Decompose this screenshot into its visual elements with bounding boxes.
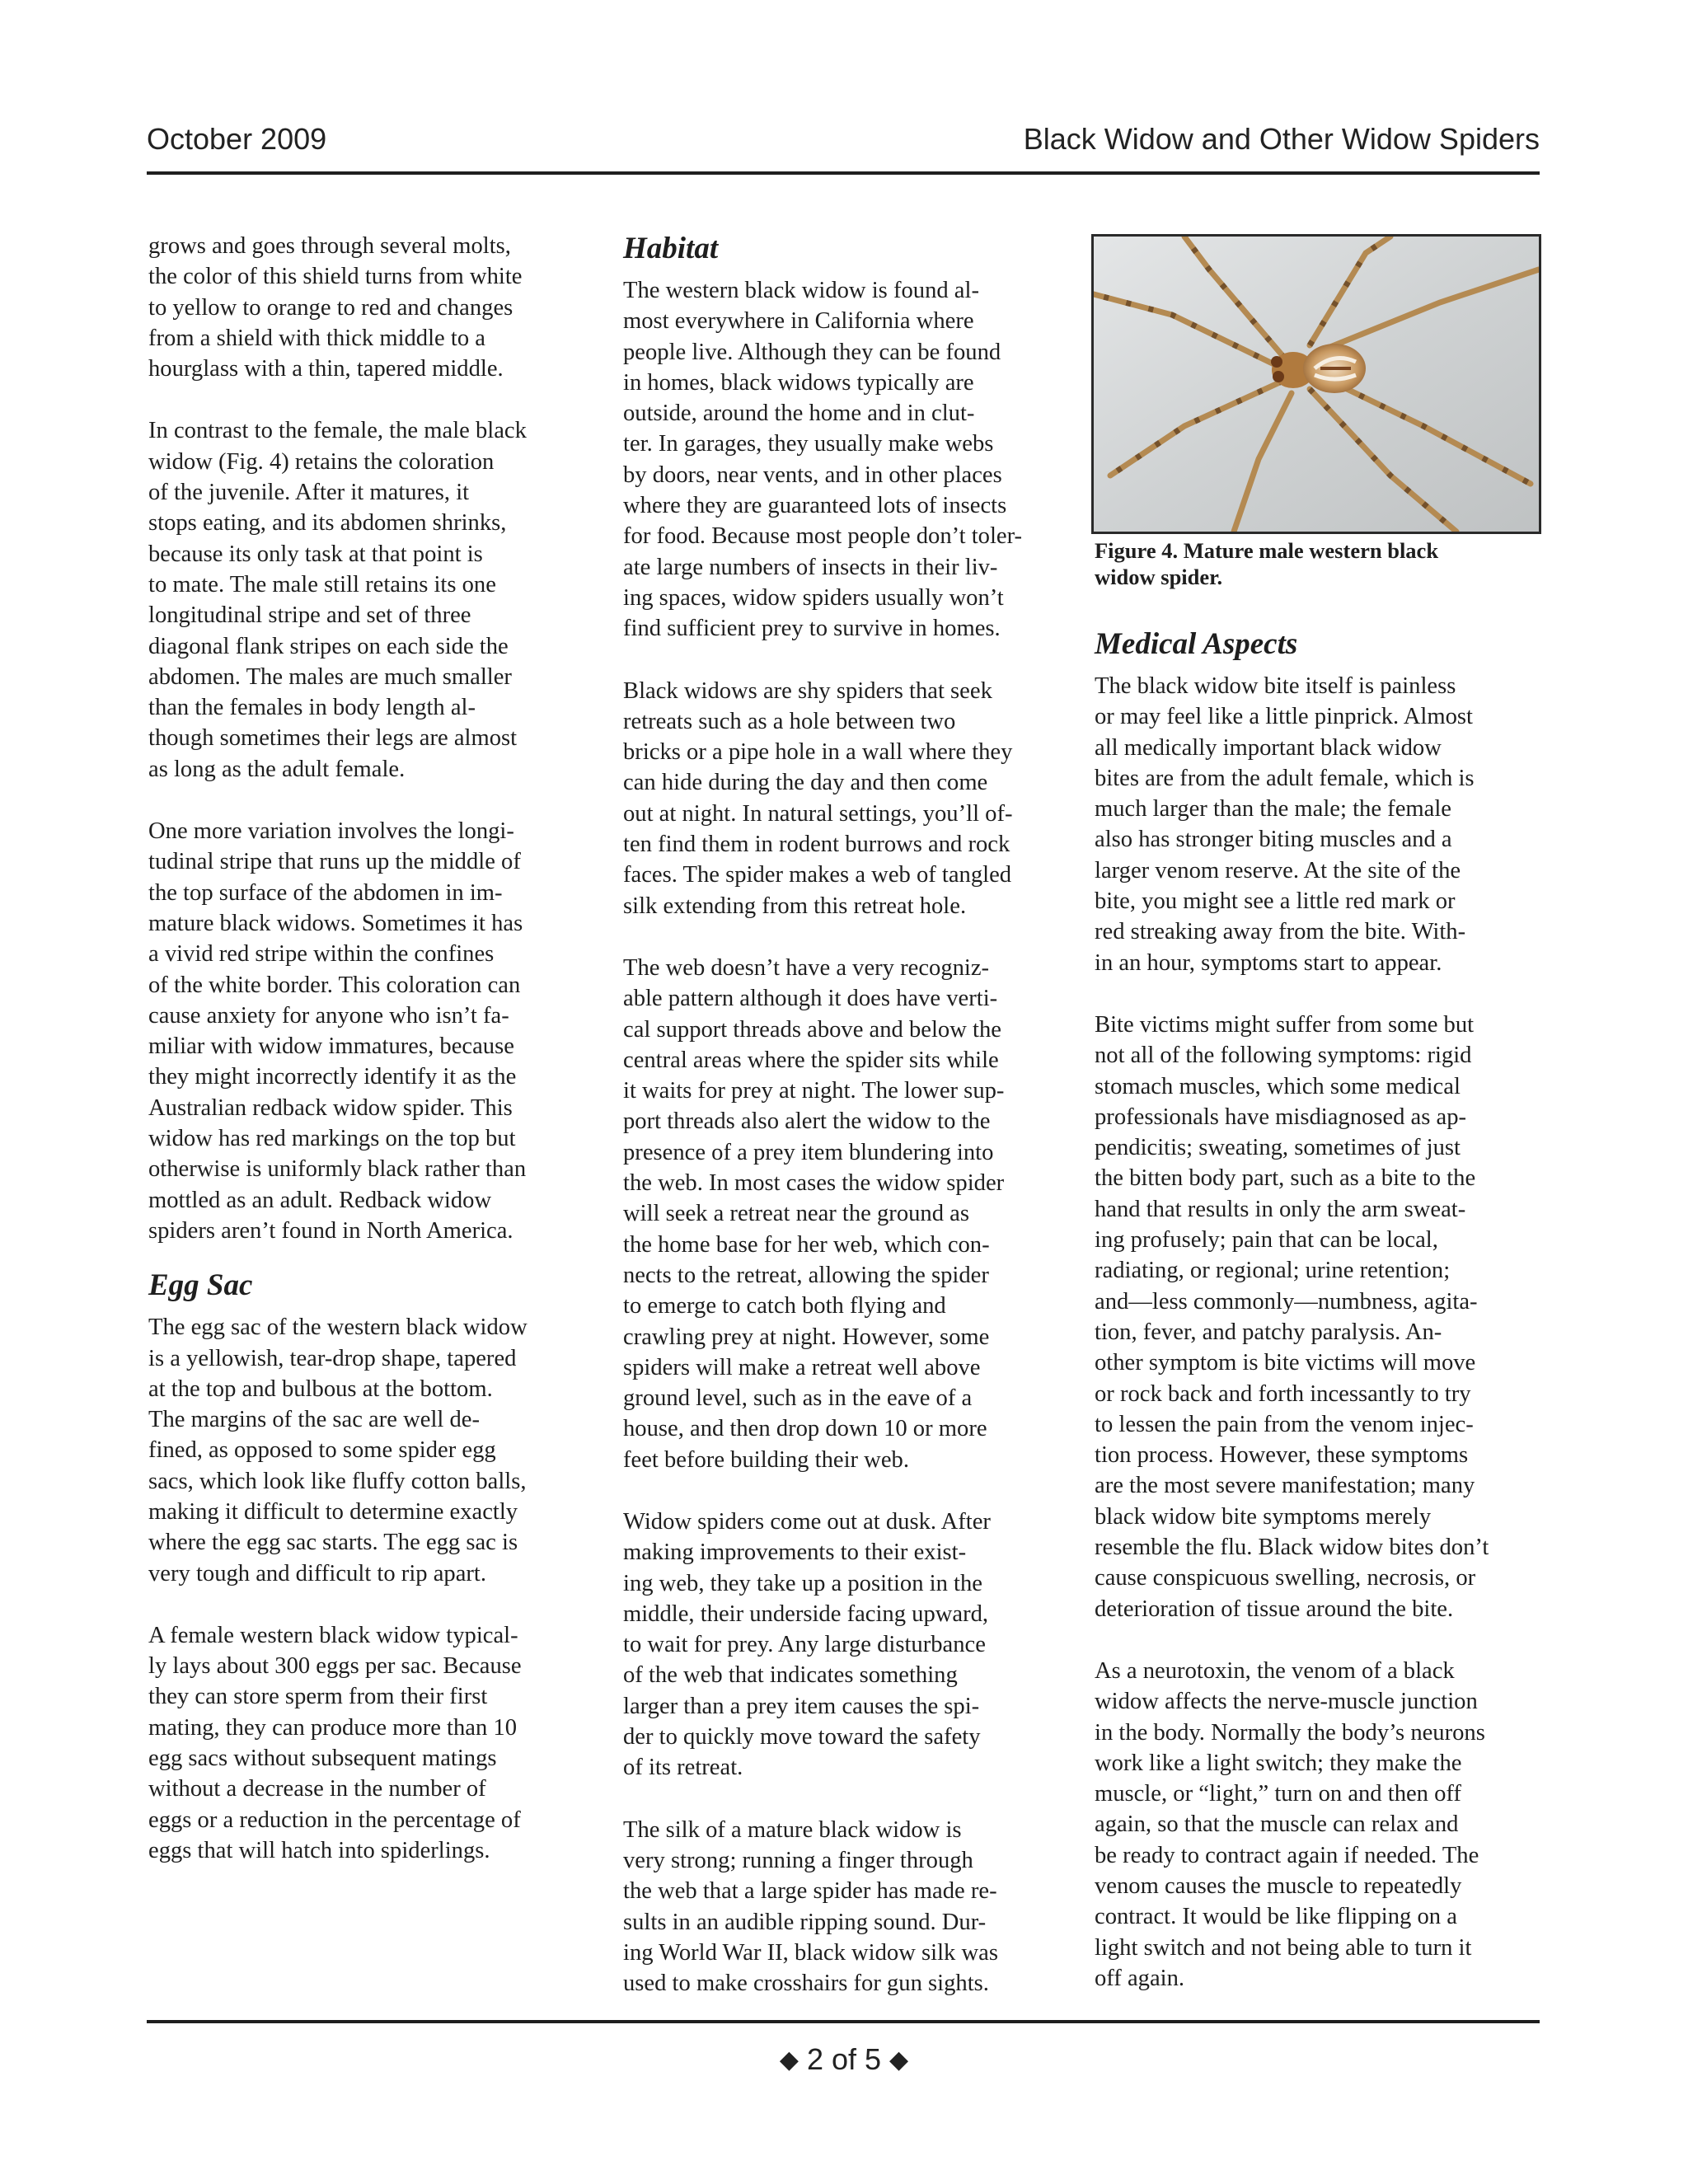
paragraph <box>623 953 1072 1475</box>
header-rule <box>147 171 1540 175</box>
text-line: Figure 4. Mature male western black <box>1095 538 1439 563</box>
text-line: resemble the flu. Black widow bites don’t <box>1095 1535 1489 1561</box>
text-line: also has stronger biting muscles and a <box>1095 827 1452 853</box>
text-line: bites are from the adult female, which is <box>1095 765 1475 791</box>
text-line: The black widow bite itself is painless <box>1095 673 1456 699</box>
text-line: making it difficult to determine exactly <box>148 1498 518 1525</box>
text-line: red streaking away from the bite. With- <box>1095 919 1466 945</box>
paragraph <box>1095 671 1546 978</box>
page-number: 2 of 5 <box>806 2042 882 2076</box>
text-line: at the top and bulbous at the bottom. <box>148 1376 493 1402</box>
text-line: very tough and difficult to rip apart. <box>148 1560 487 1586</box>
text-line: sacs, which look like fluffy cotton balls, <box>148 1468 527 1494</box>
text-line: house, and then drop down 10 or more <box>623 1416 987 1442</box>
text-line: to lessen the pain from the venom injec- <box>1095 1411 1474 1437</box>
text-line: can hide during the day and then come <box>623 770 988 796</box>
text-line: in the body. Normally the body’s neurons <box>1095 1719 1485 1746</box>
text-line: miliar with widow immatures, because <box>148 1033 514 1060</box>
text-line: where they are guaranteed lots of insects <box>623 493 1007 519</box>
text-line: The silk of a mature black widow is <box>623 1816 962 1843</box>
column-3 <box>1095 626 1546 2025</box>
text-line: spiders aren’t found in North America. <box>148 1217 513 1244</box>
text-line: in an hour, symptoms start to appear. <box>1095 949 1442 976</box>
text-line: cause conspicuous swelling, necrosis, or <box>1095 1565 1476 1591</box>
text-line: of the web that indicates something <box>623 1662 958 1689</box>
text-line: larger venom reserve. At the site of the <box>1095 857 1461 883</box>
page-footer <box>0 2042 1688 2077</box>
text-line: hourglass with a thin, tapered middle. <box>148 356 504 382</box>
paragraph <box>623 1507 1072 1783</box>
text-line: venom causes the muscle to repeatedly <box>1095 1872 1462 1899</box>
paragraph <box>623 676 1072 921</box>
text-line: pendicitis; sweating, sometimes of just <box>1095 1135 1461 1161</box>
text-line: Widow spiders come out at dusk. After <box>623 1508 991 1535</box>
text-line: abdomen. The males are much smaller <box>148 663 512 690</box>
text-line: making improvements to their exist- <box>623 1540 967 1566</box>
text-line: the top surface of the abdomen in im- <box>148 879 503 906</box>
text-line: without a decrease in the number of <box>148 1776 486 1802</box>
text-line: of the white border. This coloration can <box>148 972 521 998</box>
text-line: cause anxiety for anyone who isn’t fa- <box>148 1002 509 1029</box>
text-line: As a neurotoxin, the venom of a black <box>1095 1657 1455 1684</box>
paragraph <box>148 1620 598 1866</box>
text-line: the home base for her web, which con- <box>623 1231 990 1258</box>
text-line: widow has red markings on the top but <box>148 1126 516 1152</box>
section-heading-medical-aspects: Medical Aspects <box>1095 627 1298 661</box>
text-line: eggs that will hatch into spiderlings. <box>148 1837 490 1863</box>
text-line: radiating, or regional; urine retention; <box>1095 1258 1451 1284</box>
text-line: stomach muscles, which some medical <box>1095 1073 1461 1099</box>
text-line: widow affects the nerve-muscle junction <box>1095 1689 1478 1715</box>
text-line: all medically important black widow <box>1095 734 1442 761</box>
text-line: to wait for prey. Any large disturbance <box>623 1632 986 1658</box>
text-line: presence of a prey item blundering into <box>623 1139 994 1165</box>
text-line: nects to the retreat, allowing the spider <box>623 1262 989 1288</box>
text-line: the bitten body part, such as a bite to the <box>1095 1165 1476 1192</box>
text-line: used to make crosshairs for gun sights. <box>623 1971 989 1997</box>
text-line: ing World War II, black widow silk was <box>623 1939 998 1966</box>
text-line: very strong; running a finger through <box>623 1847 973 1873</box>
text-line: faces. The spider makes a web of tangled <box>623 862 1012 888</box>
text-line: der to quickly move toward the safety <box>623 1724 981 1750</box>
header-title: Black Widow and Other Widow Spiders <box>1023 122 1540 156</box>
text-line: to mate. The male still retains its one <box>148 571 496 598</box>
text-line: cal support threads above and below the <box>623 1016 1001 1043</box>
text-line: contract. It would be like flipping on a <box>1095 1904 1457 1930</box>
text-line: Bite victims might suffer from some but <box>1095 1011 1475 1038</box>
text-line: diagonal flank stripes on each side the <box>148 633 509 659</box>
text-line: by doors, near vents, and in other places <box>623 462 1002 488</box>
text-line: The margins of the sac are well de- <box>148 1407 481 1433</box>
text-line: to emerge to catch both flying and <box>623 1293 946 1319</box>
text-line: not all of the following symptoms: rigid <box>1095 1043 1472 1069</box>
text-line: ly lays about 300 eggs per sac. Because <box>148 1653 522 1680</box>
text-line: ground level, such as in the eave of a <box>623 1385 973 1412</box>
text-line: ter. In garages, they usually make webs <box>623 431 994 457</box>
text-line: or rock back and forth incessantly to try <box>1095 1380 1471 1407</box>
text-line: or may feel like a little pinprick. Almost <box>1095 704 1473 730</box>
footer-rule <box>147 2020 1540 2023</box>
text-line: out at night. In natural settings, you’ll of- <box>623 800 1013 827</box>
text-line: is a yellowish, tear-drop shape, tapered <box>148 1345 517 1371</box>
text-line: ing profusely; pain that can be local, <box>1095 1227 1438 1254</box>
text-line: The egg sac of the western black widow <box>148 1315 528 1341</box>
text-line: central areas where the spider sits while <box>623 1047 999 1073</box>
text-line: retreats such as a hole between two <box>623 708 956 734</box>
text-line: able pattern although it does have verti- <box>623 986 998 1012</box>
text-line: fined, as opposed to some spider egg <box>148 1437 496 1464</box>
text-line: Black widows are shy spiders that seek <box>623 677 992 704</box>
section-heading-egg-sac: Egg Sac <box>148 1268 253 1303</box>
text-line: because its only task at that point is <box>148 541 483 567</box>
text-line: spiders will make a retreat well above <box>623 1354 981 1380</box>
text-line: longitudinal stripe and set of three <box>148 602 471 629</box>
text-line: bricks or a pipe hole in a wall where they <box>623 739 1013 766</box>
text-line: a vivid red stripe within the confines <box>148 941 495 968</box>
figure-male-black-widow-photo <box>1091 234 1541 534</box>
text-line: the color of this shield turns from white <box>148 264 523 290</box>
text-line: bite, you might see a little red mark or <box>1095 888 1456 915</box>
text-line: are the most severe manifestation; many <box>1095 1473 1475 1499</box>
paragraph <box>623 1815 1072 1999</box>
text-line: feet before building their web. <box>623 1446 909 1473</box>
text-line: most everywhere in California where <box>623 308 974 335</box>
text-line: hand that results in only the arm sweat- <box>1095 1196 1466 1222</box>
text-line: professionals have misdiagnosed as ap- <box>1095 1104 1467 1130</box>
text-line: The web doesn’t have a very recogniz- <box>623 954 990 981</box>
text-line: stops eating, and its abdomen shrinks, <box>148 510 507 537</box>
text-line: mottled as an adult. Redback widow <box>148 1187 492 1213</box>
text-line: mature black widows. Sometimes it has <box>148 910 523 936</box>
text-line: mating, they can produce more than 10 <box>148 1714 518 1741</box>
text-line: and—less commonly—numbness, agita- <box>1095 1288 1478 1315</box>
paragraph <box>1095 1010 1546 1624</box>
text-line: crawling prey at night. However, some <box>623 1324 990 1350</box>
text-line: though sometimes their legs are almost <box>148 725 518 752</box>
text-line: much larger than the male; the female <box>1095 796 1451 823</box>
text-line: where the egg sac starts. The egg sac is <box>148 1530 518 1556</box>
text-line: The western black widow is found al- <box>623 278 979 303</box>
text-line: from a shield with thick middle to a <box>148 325 485 351</box>
column-2 <box>623 231 1072 2030</box>
text-line: widow (Fig. 4) retains the coloration <box>148 448 495 475</box>
text-line: tion, fever, and patchy paralysis. An- <box>1095 1319 1442 1345</box>
text-line: eggs or a reduction in the percentage of <box>148 1807 521 1833</box>
text-line: A female western black widow typical- <box>148 1622 518 1648</box>
text-line: of the juvenile. After it matures, it <box>148 480 470 506</box>
text-line: otherwise is uniformly black rather than <box>148 1156 527 1183</box>
text-line: sults in an audible ripping sound. Dur- <box>623 1909 987 1935</box>
text-line: the web that a large spider has made re- <box>623 1878 997 1905</box>
text-line: ate large numbers of insects in their liv- <box>623 554 998 580</box>
running-header <box>147 122 1540 158</box>
text-line: to yellow to orange to red and changes <box>148 294 513 321</box>
text-line: deterioration of tissue around the bite. <box>1095 1596 1454 1622</box>
paragraph <box>148 816 598 1246</box>
text-line: they might incorrectly identify it as the <box>148 1064 517 1090</box>
text-line: they can store sperm from their first <box>148 1684 488 1710</box>
text-line: widow spider. <box>1095 565 1223 589</box>
text-line: egg sacs without subsequent matings <box>148 1746 497 1772</box>
diamond-arrow-icon: ◆ <box>779 2046 799 2074</box>
paragraph <box>148 231 598 384</box>
paragraph <box>623 275 1072 644</box>
section-heading-habitat: Habitat <box>623 232 719 265</box>
text-line: tion process. However, these symptoms <box>1095 1442 1469 1469</box>
text-line: in homes, black widows typically are <box>623 369 974 396</box>
text-line: silk extending from this retreat hole. <box>623 893 967 919</box>
paragraph <box>148 415 598 785</box>
text-line: black widow bite symptoms merely <box>1095 1503 1432 1530</box>
text-line: grows and goes through several molts, <box>148 233 511 259</box>
text-line: outside, around the home and in clut- <box>623 401 975 427</box>
text-line: ing web, they take up a position in the <box>623 1570 982 1596</box>
text-line: light switch and not being able to turn it <box>1095 1934 1472 1961</box>
text-line: than the females in body length al- <box>148 695 476 721</box>
text-line: for food. Because most people don’t toler- <box>623 523 1023 550</box>
text-line: the web. In most cases the widow spider <box>623 1170 1005 1197</box>
text-line: ing spaces, widow spiders usually won’t <box>623 584 1004 611</box>
text-line: In contrast to the female, the male black <box>148 418 527 444</box>
text-line: will seek a retreat near the ground as <box>623 1201 969 1227</box>
text-line: port threads also alert the widow to the <box>623 1108 991 1135</box>
text-line: it waits for prey at night. The lower sup- <box>623 1078 1005 1104</box>
text-line: work like a light switch; they make the <box>1095 1750 1462 1776</box>
text-line: middle, their underside facing upward, <box>623 1601 989 1627</box>
paragraph <box>1095 1656 1546 1994</box>
text-line: off again. <box>1095 1965 1185 1991</box>
text-line: people live. Although they can be found <box>623 339 1001 365</box>
text-line: larger than a prey item causes the spi- <box>623 1693 980 1719</box>
text-line: be ready to contract again if needed. The <box>1095 1842 1479 1868</box>
text-line: find sufficient prey to survive in homes. <box>623 616 1001 642</box>
text-line: Australian redback widow spider. This <box>148 1094 513 1121</box>
header-date: October 2009 <box>147 122 327 156</box>
text-line: ten find them in rodent burrows and rock <box>623 832 1010 858</box>
text-line: of its retreat. <box>623 1755 743 1781</box>
diamond-arrow-icon: ◆ <box>889 2046 909 2074</box>
text-line: other symptom is bite victims will move <box>1095 1350 1476 1376</box>
spider-illustration <box>1094 237 1539 532</box>
column-1 <box>148 231 598 1897</box>
figure-caption <box>1095 537 1546 590</box>
text-line: muscle, or “light,” turn on and then off <box>1095 1781 1461 1807</box>
text-line: again, so that the muscle can relax and <box>1095 1811 1459 1838</box>
text-line: tudinal stripe that runs up the middle of <box>148 849 521 875</box>
paragraph <box>148 1312 598 1589</box>
text-line: as long as the adult female. <box>148 756 406 782</box>
text-line: One more variation involves the longi- <box>148 818 514 845</box>
